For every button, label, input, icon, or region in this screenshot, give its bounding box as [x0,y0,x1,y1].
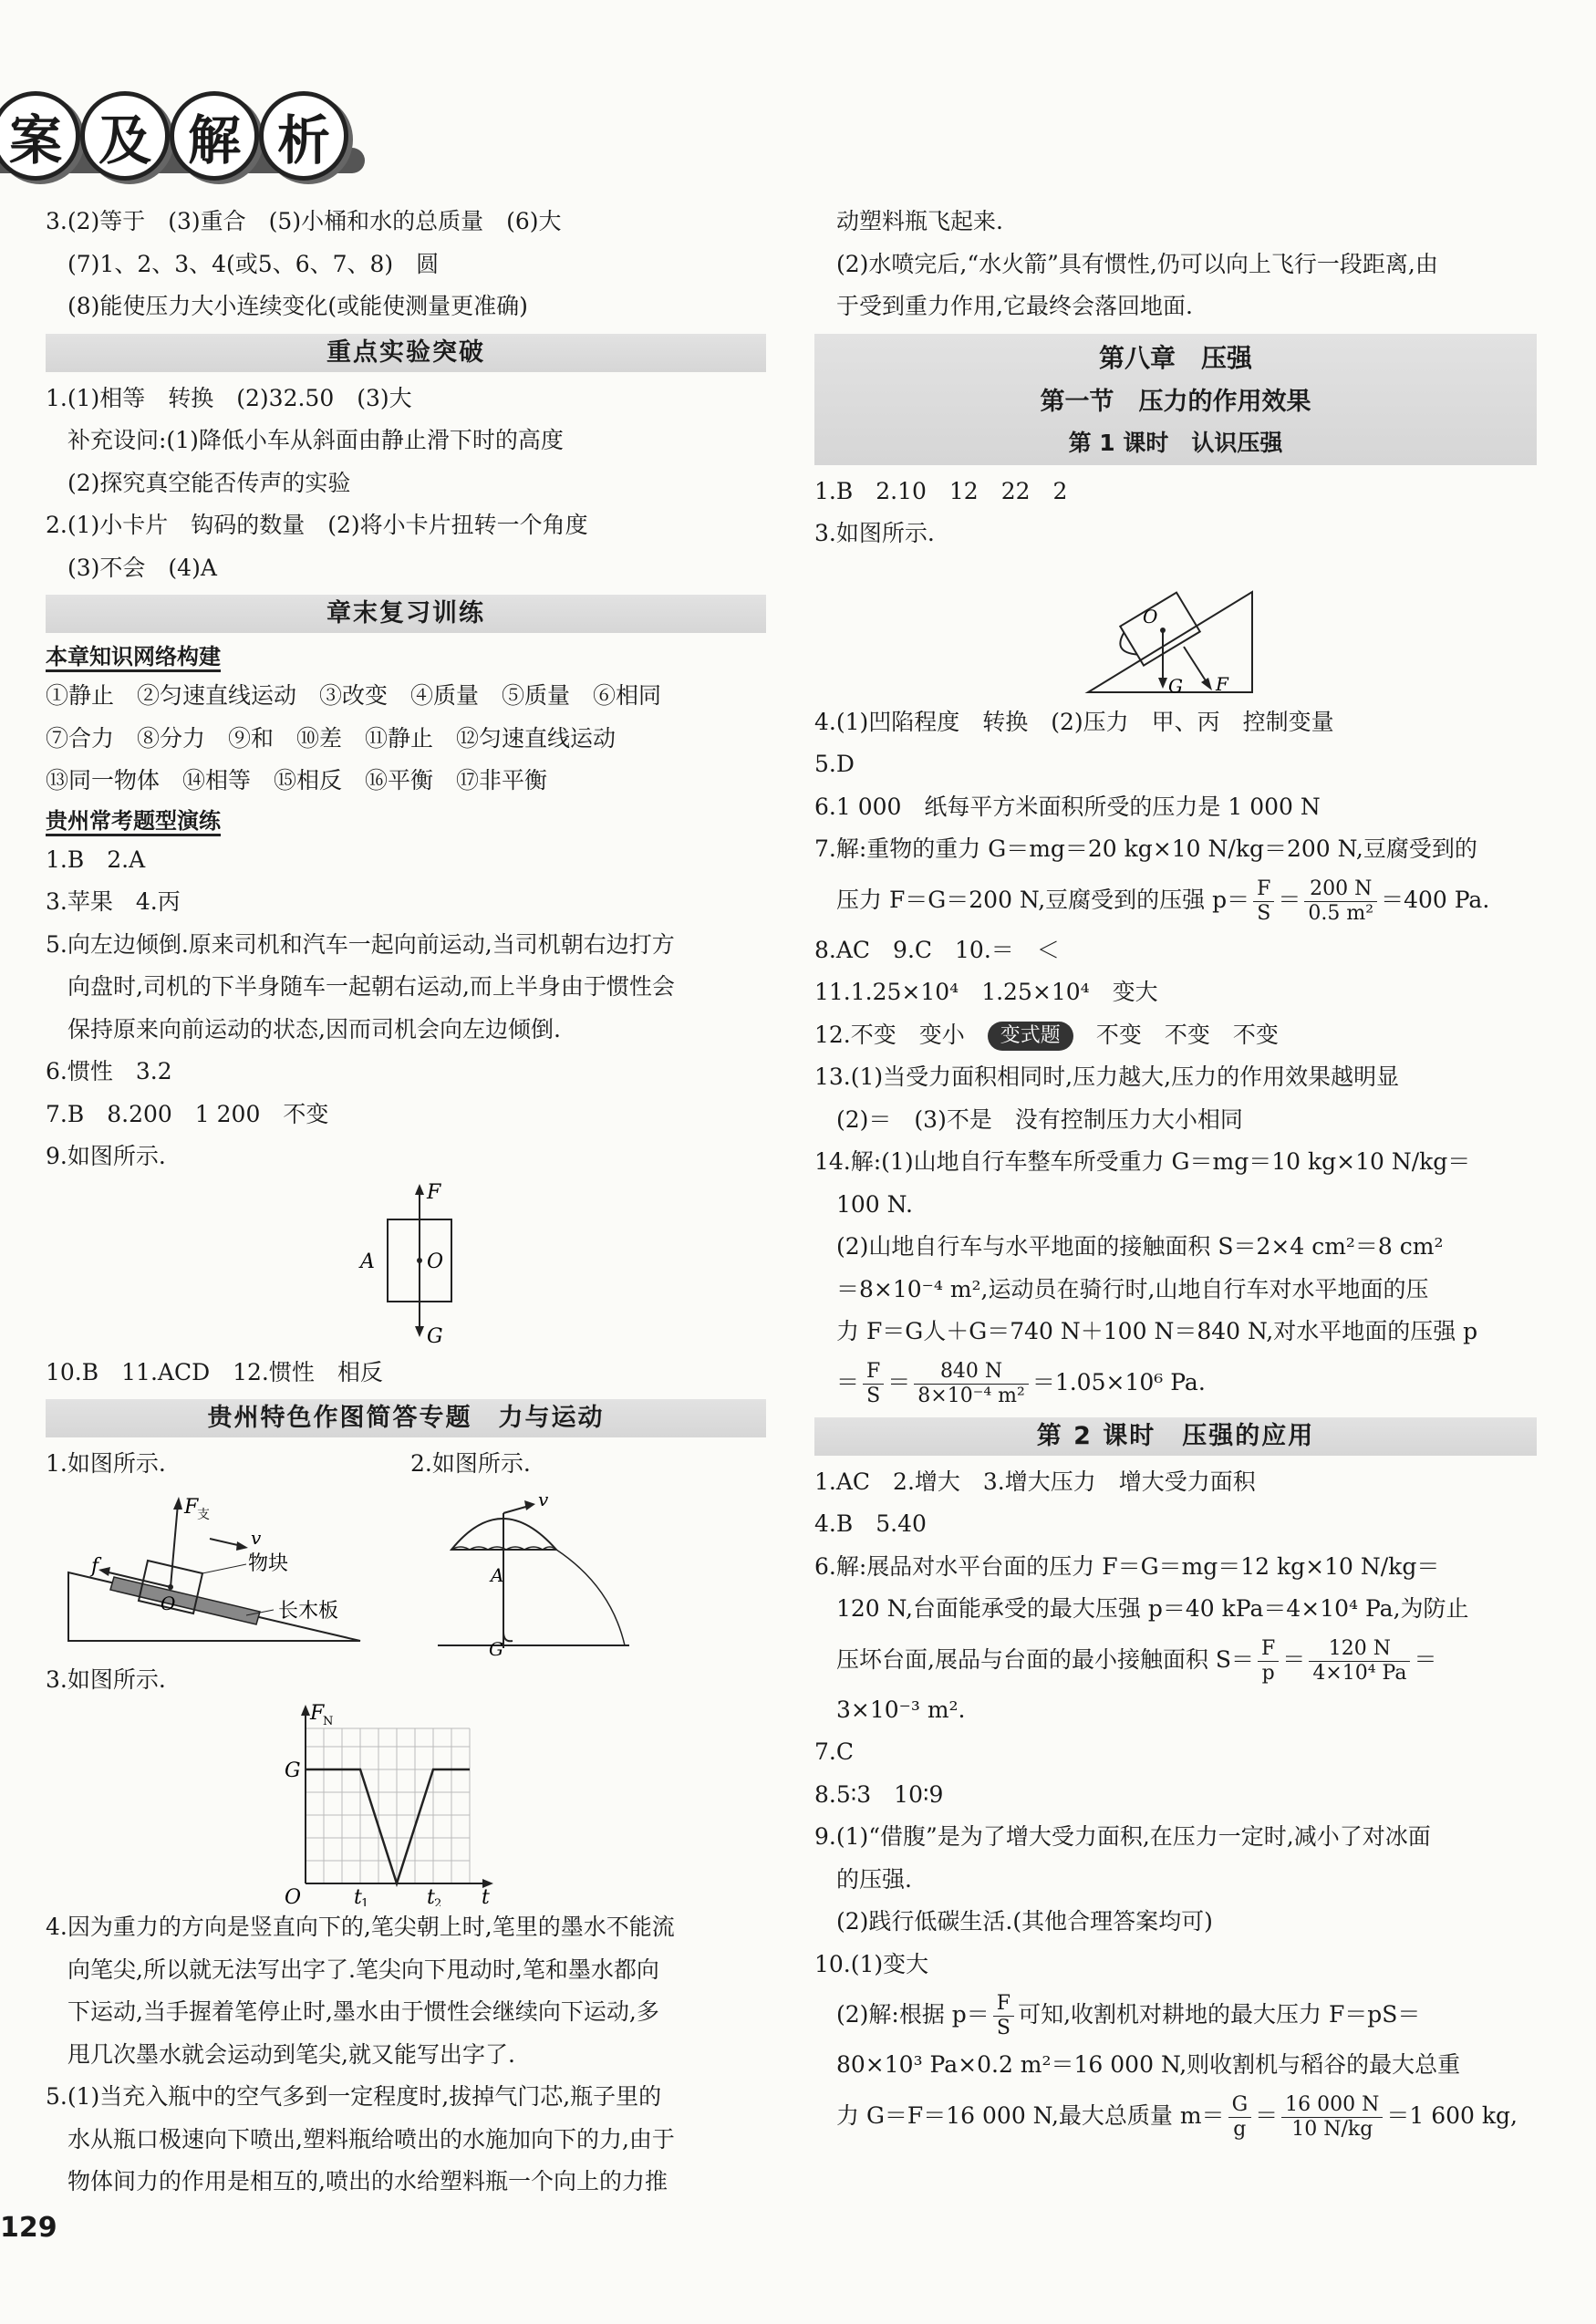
text-line: 3.如图所示. [814,520,935,546]
text-line: 3×10⁻³ m². [836,1696,966,1723]
text-line: (2)水喷完后,“水火箭”具有惯性,仍可以向上飞行一段距离,由 [836,250,1438,277]
svg-text:O: O [161,1592,176,1614]
label-O: O [427,1250,444,1273]
chapter-title: 第八章 压强 [1098,342,1252,373]
header-char: 案 [0,91,80,181]
text-line: 3.如图所示. [46,1665,166,1693]
variant-badge: 变式题 [988,1022,1073,1051]
text-line: 7.B 8.200 1 200 不变 [46,1100,329,1127]
page-number: 129 [0,2212,57,2244]
svg-text:t: t [427,1886,435,1906]
formula-line: 力 G＝F＝16 000 N,最大总质量 m＝ $\frac{G}{g}$ ＝ $\frac{16 000 N}{10 N/kg}$ ＝1 600 kg, [836,2092,1518,2141]
text-line: 5.向左边倾倒.原来司机和汽车一起向前运动,当司机朝右边打方 [46,930,675,958]
text-line: (7)1、2、3、4(或5、6、7、8) 圆 [67,250,440,277]
section-title: 第一节 压力的作用效果 [1040,387,1311,416]
text-line: 6.惯性 3.2 [46,1058,172,1084]
svg-text:G: G [285,1759,301,1782]
text-line: 补充设问:(1)降低小车从斜面由静止滑下时的高度 [67,427,564,453]
figure-q3-graph [46,1701,766,1906]
text-line: 12.不变 变小 变式题 不变 不变 不变 [814,1014,1537,1057]
svg-text:1: 1 [361,1897,369,1906]
text-line: 于受到重力作用,它最终会落回地面. [836,293,1193,319]
text-line: 5.D [814,751,855,777]
umbrella-diagram [438,1489,629,1659]
text-line: 水从瓶口极速向下喷出,塑料瓶给喷出的水施加向下的力,由于 [67,2125,675,2153]
text-line: 2.(1)小卡片 钩码的数量 (2)将小卡片扭转一个角度 [46,512,588,538]
text-line: 3.(2)等于 (3)重合 (5)小桶和水的总质量 (6)大 [46,208,562,234]
text-line: 10.(1)变大 [814,1950,929,1977]
svg-text:t: t [354,1886,362,1906]
text-line: 向盘时,司机的下半身随车一起朝右运动,而上半身由于惯性会 [67,973,675,1000]
text-line: 2.如图所示. [410,1450,531,1477]
svg-text:G: G [489,1637,503,1659]
text-line: 1.B 2.10 12 22 2 [814,477,1068,504]
figure-cup-incline [814,555,1537,701]
text-line: 4.因为重力的方向是竖直向下的,笔尖朝上时,笔里的墨水不能流 [46,1914,675,1940]
svg-text:2: 2 [434,1897,442,1906]
figure-q1-q2 [46,1486,766,1659]
text-line: 8.AC 9.C 10.＝ ＜ [814,936,1060,963]
left-column [46,201,766,2204]
text-line: 10.B 11.ACD 12.惯性 相反 [46,1358,383,1385]
svg-text:长木板: 长木板 [278,1599,339,1623]
svg-text:N: N [323,1715,334,1728]
svg-text:O: O [1143,605,1158,628]
force-time-graph [46,1701,766,1906]
text-line: 100 N. [836,1190,913,1218]
svg-text:A: A [491,1563,504,1586]
text-line: 4.(1)凹陷程度 转换 (2)压力 甲、丙 控制变量 [814,708,1334,735]
text-line: ⑦合力 ⑧分力 ⑨和 ⑩差 ⑪静止 ⑫匀速直线运动 [46,724,617,752]
text-line: 6.1 000 纸每平方米面积所受的压力是 1 000 N [814,793,1321,820]
incline-diagram [68,1496,360,1641]
text-line: 1.(1)相等 转换 (2)32.50 (3)大 [46,384,412,411]
text-line: 动塑料瓶飞起来. [836,208,1003,234]
subheading: 贵州常考题型演练 [46,803,766,839]
svg-text:物块: 物块 [248,1551,289,1575]
text-line: 下运动,当手握着笔停止时,墨水由于惯性会继续向下运动,多 [67,1998,659,2025]
formula-line: 压力 F＝G＝200 N,豆腐受到的压强 p＝ $\frac{F}{S}$ ＝ $\frac{200 N}{\text{0.5 m²}}$ ＝400 Pa. [836,877,1490,925]
formula-line: (2)解:根据 p＝ $\frac{F}{S}$ 可知,收割机对耕地的最大压力 F＝pS＝ [836,1992,1421,2039]
svg-text:支: 支 [197,1507,210,1522]
chapter-block [814,334,1537,465]
text-line: 7.解:重物的重力 G＝mg＝20 kg×10 N/kg＝200 N,豆腐受到的 [814,835,1477,862]
question-row [46,1443,766,1486]
svg-text:O: O [285,1886,302,1906]
text-line: 1.AC 2.增大 3.增大压力 增大受力面积 [814,1468,1256,1495]
text-line: 1.如图所示. [46,1450,166,1477]
text-line: 11.1.25×10⁴ 1.25×10⁴ 变大 [814,979,1158,1005]
text-line: 13.(1)当受力面积相同时,压力越大,压力的作用效果越明显 [814,1063,1400,1090]
text-line: 甩几次墨水就会运动到笔尖,就又能写出字了. [67,2040,515,2068]
text-line: (3)不会 (4)A [67,554,217,581]
svg-text:F: F [310,1702,325,1725]
text-line: 6.解:展品对水平台面的压力 F＝G＝mg＝12 kg×10 N/kg＝ [814,1552,1440,1580]
right-column [814,201,1537,2145]
text-line: (2)践行低碳生活.(其他合理答案均可) [836,1908,1213,1935]
text-line: 力 F＝G人＋G＝740 N＋100 N＝840 N,对水平地面的压强 p [836,1318,1478,1344]
text-line: 120 N,台面能承受的最大压强 p＝40 kPa＝4×10⁴ Pa,为防止 [836,1595,1469,1622]
header-char: 及 [80,91,170,181]
svg-text:t: t [482,1886,490,1906]
text-line: ①静止 ②匀速直线运动 ③改变 ④质量 ⑤质量 ⑥相同 [46,682,662,709]
text-line: 7.C [814,1738,854,1765]
text-line: (2)＝ (3)不是 没有控制压力大小相同 [836,1105,1243,1133]
text-line: (2)探究真空能否传声的实验 [67,469,351,496]
subheading: 本章知识网络构建 [46,638,766,675]
text-line: (2)山地自行车与水平地面的接触面积 S＝2×4 cm²＝8 cm² [836,1233,1444,1260]
lesson-heading: 第 2 课时 压强的应用 [814,1417,1537,1456]
text-line: 9.如图所示. [46,1143,166,1169]
text-line: 9.(1)“借腹”是为了增大受力面积,在压力一定时,减小了对冰面 [814,1823,1431,1850]
text-line: 1.B 2.A [46,846,146,873]
force-diagram-box [46,1178,766,1352]
text-line: 的压强. [836,1865,912,1893]
text-line: (8)能使压力大小连续变化(或能使测量更准确) [67,293,528,319]
svg-text:v: v [251,1526,262,1549]
svg-text:F: F [1216,672,1228,695]
section-heading: 贵州特色作图简答专题 力与运动 [46,1399,766,1437]
formula-line: ＝ $\frac{F}{S}$ ＝ $\frac{840 N}{\text{8×10⁻⁴ m²}}$ ＝1.05×10⁶ Pa. [836,1359,1206,1407]
text-line: ＝8×10⁻⁴ m²,运动员在骑行时,山地自行车对水平地面的压 [836,1275,1429,1302]
svg-text:f: f [91,1554,99,1578]
text-line: 14.解:(1)山地自行车整车所受重力 G＝mg＝10 kg×10 N/kg＝ [814,1148,1471,1175]
label-A: A [360,1250,375,1273]
svg-text:G: G [1168,674,1183,697]
header-char: 解 [170,91,259,181]
section-heading: 重点实验突破 [46,334,766,372]
text-line: 80×10³ Pa×0.2 m²＝16 000 N,则收割机与稻谷的最大总重 [836,2051,1461,2078]
text-line: 5.(1)当充入瓶中的空气多到一定程度时,拔掉气门芯,瓶子里的 [46,2083,662,2110]
text-line: 向笔尖,所以就无法写出字了.笔尖向下甩动时,笔和墨水都向 [67,1956,659,1983]
figure-q9 [46,1178,766,1352]
text-line: 保持原来向前运动的状态,因而司机会向左边倾倒. [67,1015,561,1043]
label-G: G [427,1324,443,1348]
text-line: 物体间力的作用是相互的,喷出的水给塑料瓶一个向上的力推 [67,2168,668,2194]
header-char: 析 [259,91,348,181]
svg-text:v: v [538,1488,549,1510]
label-F: F [427,1180,441,1204]
text-line: ⑬同一物体 ⑭相等 ⑮相反 ⑯平衡 ⑰非平衡 [46,767,548,794]
svg-text:F: F [184,1495,199,1519]
text-line: 8.5∶3 10∶9 [814,1780,944,1808]
formula-line: 压坏台面,展品与台面的最小接触面积 S＝ $\frac{F}{p}$ ＝ $\frac{120 N}{\text{4×10⁴ Pa}}$ ＝ [836,1636,1437,1685]
section-heading: 章末复习训练 [46,595,766,633]
lesson-title: 第 1 课时 认识压强 [1068,429,1283,456]
text-line: 3.苹果 4.丙 [46,888,181,915]
text-line: 4.B 5.40 [814,1510,927,1537]
